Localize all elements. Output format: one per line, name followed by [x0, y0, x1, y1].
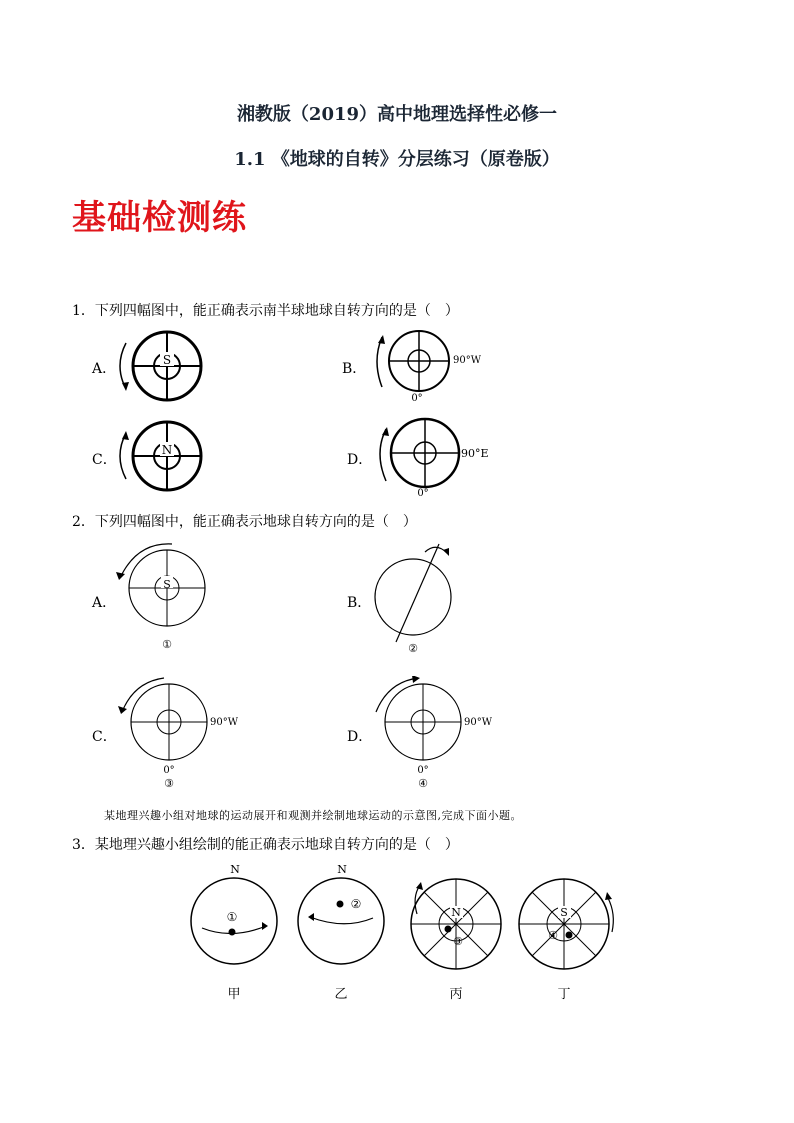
q3-yi-caption: 乙 — [334, 987, 348, 1002]
q2-c-figure-number: ③ — [164, 777, 174, 790]
q1-option-b-label: B． — [342, 361, 367, 377]
q3-yi-pole-label: N — [337, 863, 347, 876]
q1-option-a-diagram — [112, 325, 207, 410]
q1-b-zero-label: 0° — [411, 393, 423, 404]
q3-jia-caption: 甲 — [227, 987, 241, 1002]
document-subtitle: 1.1 《地球的自转》分层练习（原卷版） — [234, 149, 560, 170]
q2-option-b-label: B． — [347, 595, 372, 611]
q1-a-pole-label: S — [162, 353, 172, 367]
q2-b-figure-number: ② — [408, 642, 418, 655]
q2-option-d-label: D． — [347, 729, 373, 745]
q1-option-a-label: A． — [92, 361, 117, 377]
q3-ding-pole-label: S — [560, 906, 568, 919]
q2-option-c-diagram — [112, 676, 242, 794]
question-1-stem: 1．下列四幅图中，能正确表示南半球地球自转方向的是（ ） — [72, 303, 459, 319]
q3-ding-caption: 丁 — [557, 987, 571, 1002]
q2-c-zero-label: 0° — [163, 765, 175, 776]
q1-option-b-diagram — [362, 325, 492, 405]
q2-d-zero-label: 0° — [417, 765, 429, 776]
q1-d-meridian-label: 90°E — [461, 447, 489, 460]
q2-option-b-diagram — [370, 540, 470, 655]
section-heading: 基础检测练 — [72, 198, 247, 238]
q1-option-c-label: C． — [92, 452, 117, 468]
q2-option-a-label: A． — [92, 595, 117, 611]
q3-bing-pole-label: N — [451, 906, 461, 919]
q3-jia-number: ① — [226, 910, 238, 924]
q2-a-pole-label: S — [163, 578, 171, 591]
q3-yi-number: ② — [350, 897, 362, 911]
passage-intro: 某地理兴趣小组对地球的运动展开和观测并绘制地球运动的示意图,完成下面小题。 — [104, 809, 522, 822]
q1-option-d-label: D． — [347, 452, 373, 468]
q2-c-meridian-label: 90°W — [210, 717, 239, 728]
q1-option-c-diagram — [112, 415, 207, 500]
q2-d-figure-number: ④ — [418, 777, 428, 790]
q2-option-c-label: C． — [92, 729, 117, 745]
q2-option-d-diagram — [366, 676, 496, 794]
question-3-stem: 3．某地理兴趣小组绘制的能正确表示地球自转方向的是（ ） — [72, 837, 459, 853]
q2-a-figure-number: ① — [162, 638, 172, 651]
q3-jia-pole-label: N — [230, 863, 240, 876]
q3-bing-number: ③ — [453, 935, 463, 948]
q3-figures — [180, 858, 620, 1008]
q3-bing-caption: 丙 — [449, 987, 463, 1002]
q3-ding-number: ④ — [548, 929, 558, 942]
document-title: 湘教版（2019）高中地理选择性必修一 — [236, 104, 558, 125]
q1-d-zero-label: 0° — [417, 488, 429, 499]
q2-d-meridian-label: 90°W — [464, 717, 493, 728]
q1-option-d-diagram — [365, 415, 495, 500]
q1-c-pole-label: N — [161, 443, 173, 457]
q2-option-a-diagram — [112, 540, 212, 655]
q1-b-meridian-label: 90°W — [453, 355, 482, 366]
question-2-stem: 2．下列四幅图中，能正确表示地球自转方向的是（ ） — [72, 514, 417, 530]
